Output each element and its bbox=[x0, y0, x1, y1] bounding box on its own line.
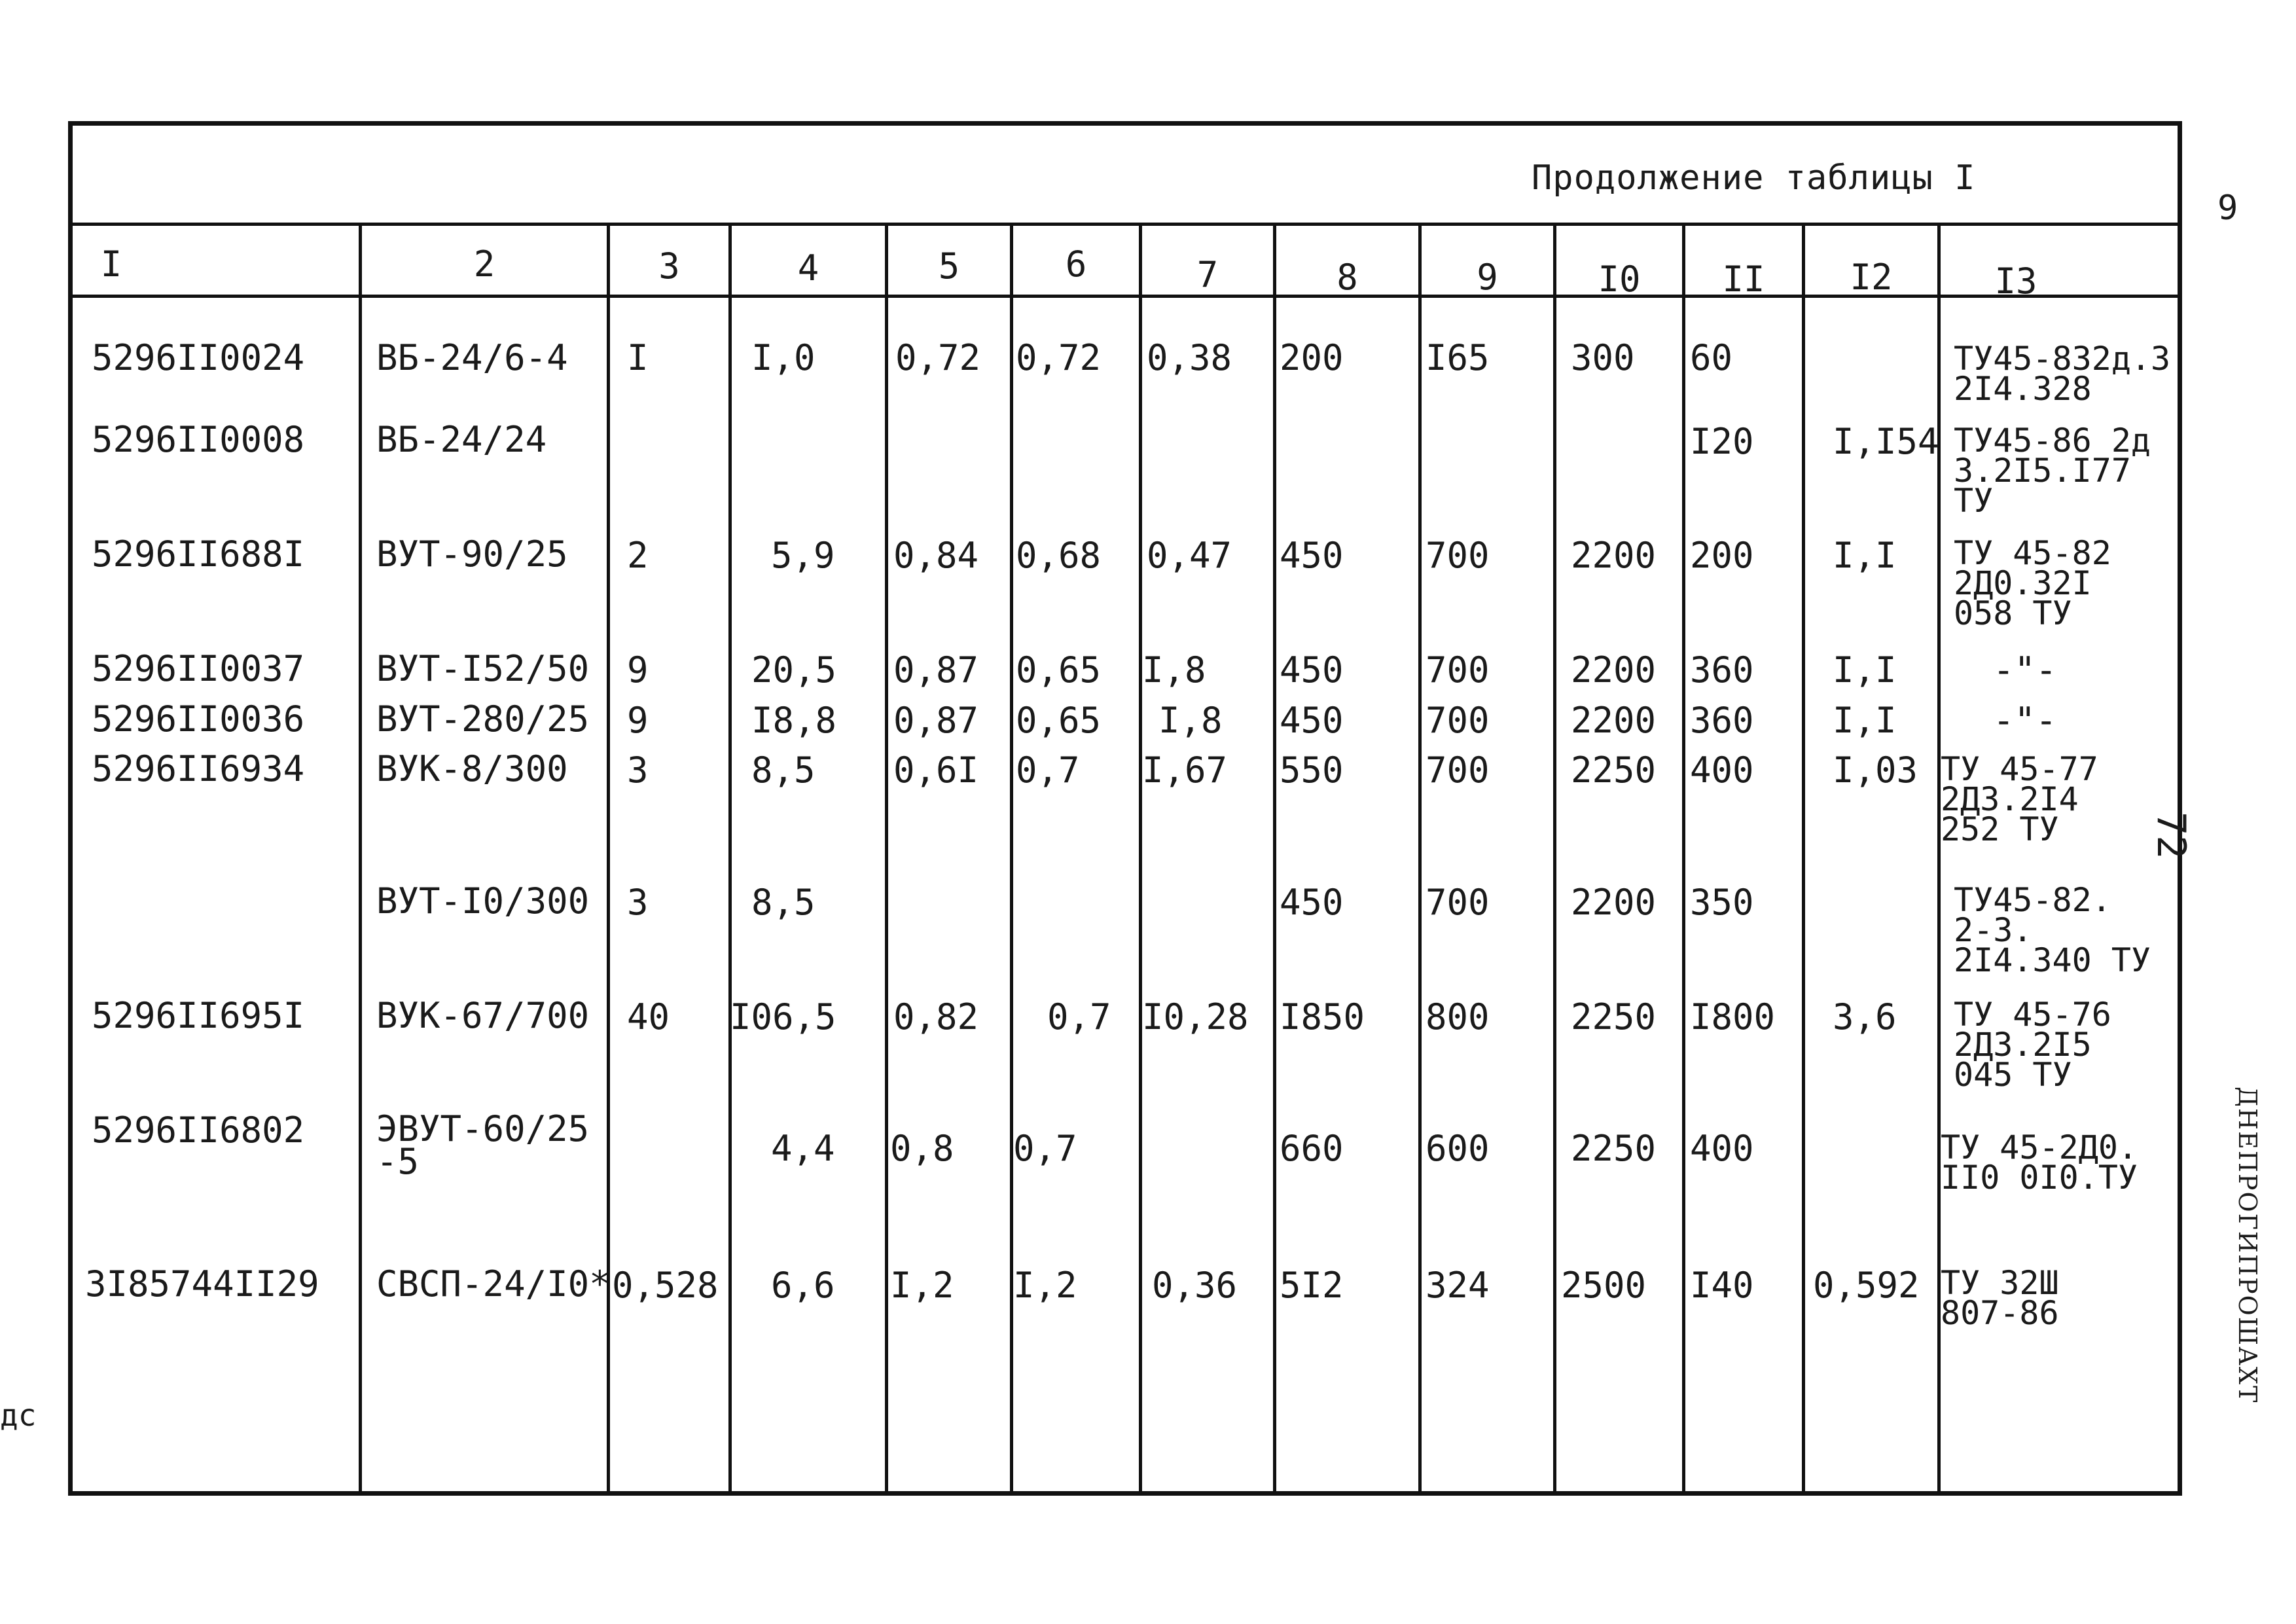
table-cell: I,8 bbox=[1142, 649, 1206, 691]
table-cell: 5296II6934 bbox=[92, 748, 305, 789]
table-cell: СВСП-24/I0* bbox=[376, 1263, 611, 1305]
table-cell: I0,28 bbox=[1142, 996, 1249, 1038]
table-cell: 3 bbox=[627, 749, 649, 791]
table-cell: 2250 bbox=[1571, 1128, 1657, 1169]
table-cell: 5I2 bbox=[1280, 1265, 1344, 1306]
table-cell: 0,87 bbox=[893, 700, 979, 741]
table-cell: 700 bbox=[1426, 649, 1490, 691]
table-cell: 450 bbox=[1280, 649, 1344, 691]
table-cell: I,I54 bbox=[1833, 421, 1939, 462]
column-header: II bbox=[1722, 259, 1765, 300]
table-cell: ВУТ-90/25 bbox=[376, 533, 568, 575]
table-cell: 0,592 bbox=[1813, 1265, 1920, 1306]
table-cell: I,67 bbox=[1142, 749, 1228, 791]
table-cell: 0,82 bbox=[893, 996, 979, 1038]
table-cell: 3I85744II29 bbox=[85, 1263, 319, 1305]
table-cell: -"- bbox=[1993, 700, 2057, 741]
table-cell: I,I bbox=[1833, 649, 1897, 691]
table-cell: 0,65 bbox=[1016, 649, 1102, 691]
table-cell: 2200 bbox=[1571, 535, 1657, 576]
table-cell: ВУК-8/300 bbox=[376, 748, 568, 789]
table-cell: I06,5 bbox=[730, 996, 836, 1038]
table-cell: 0,72 bbox=[895, 337, 981, 378]
table-cell: 400 bbox=[1690, 749, 1754, 791]
table-cell: 350 bbox=[1690, 882, 1754, 923]
table-cell: 0,87 bbox=[893, 649, 979, 691]
table-cell: 6,6 bbox=[771, 1265, 835, 1306]
table-cell: ВУК-67/700 bbox=[376, 995, 590, 1036]
table-cell: ТУ 45-77 2Д3.2I4 252 ТУ bbox=[1941, 750, 2098, 848]
col-rule bbox=[885, 223, 888, 1492]
table-cell: 5296II688I bbox=[92, 533, 305, 575]
table-cell: I850 bbox=[1280, 996, 1365, 1038]
table-cell: I,2 bbox=[1013, 1265, 1077, 1306]
table-cell: I40 bbox=[1690, 1265, 1754, 1306]
table-cell: ТУ45-82. 2-3. 2I4.340 ТУ bbox=[1954, 881, 2151, 979]
table-cell: ВБ-24/6-4 bbox=[376, 337, 568, 378]
table-cell: 200 bbox=[1690, 535, 1754, 576]
table-cell: 5296II0008 bbox=[92, 419, 305, 460]
table-cell: I,03 bbox=[1833, 749, 1918, 791]
table-cell: 550 bbox=[1280, 749, 1344, 791]
table-cell: 4,4 bbox=[771, 1128, 835, 1169]
table-cell: 0,47 bbox=[1147, 535, 1232, 576]
table-cell: 0,65 bbox=[1016, 700, 1102, 741]
table-cell: 360 bbox=[1690, 700, 1754, 741]
column-header: 4 bbox=[797, 247, 819, 289]
table-cell: I bbox=[627, 337, 649, 378]
table-cell: ВУТ-I52/50 bbox=[376, 648, 590, 689]
table-cell: 5296II695I bbox=[92, 995, 305, 1036]
table-cell: 5296II0037 bbox=[92, 648, 305, 689]
column-header: 2 bbox=[473, 244, 495, 285]
table-cell: 0,7 bbox=[1013, 1128, 1077, 1169]
column-header: 9 bbox=[1477, 257, 1498, 298]
table-cell: 0,6I bbox=[893, 749, 979, 791]
table-cell: 5296II6802 bbox=[92, 1110, 305, 1151]
table-cell: 200 bbox=[1280, 337, 1344, 378]
table-cell: 0,7 bbox=[1016, 749, 1080, 791]
table-cell: ТУ 45-2Д0. II0 0I0.ТУ bbox=[1941, 1128, 2138, 1197]
table-cell: -"- bbox=[1993, 649, 2057, 691]
column-header: I3 bbox=[1994, 261, 2037, 302]
table-cell: 0,68 bbox=[1016, 535, 1102, 576]
table-cell: 5296II0024 bbox=[92, 337, 305, 378]
margin-note: дс bbox=[0, 1398, 37, 1433]
table-cell: I,I bbox=[1833, 535, 1897, 576]
table-cell: ТУ 32Ш 807-86 bbox=[1941, 1264, 2059, 1332]
column-header: I0 bbox=[1598, 259, 1641, 300]
table-cell: ТУ45-86 2д 3.2I5.I77 ТУ bbox=[1954, 422, 2151, 520]
table-cell: 5296II0036 bbox=[92, 698, 305, 740]
table-cell: 2250 bbox=[1571, 996, 1657, 1038]
column-header: 5 bbox=[938, 245, 960, 287]
table-cell: 600 bbox=[1426, 1128, 1490, 1169]
table-cell: 700 bbox=[1426, 749, 1490, 791]
table-cell: I65 bbox=[1426, 337, 1490, 378]
table-cell: 0,7 bbox=[1047, 996, 1111, 1038]
column-header: 3 bbox=[658, 245, 680, 287]
table-cell: 0,36 bbox=[1152, 1265, 1238, 1306]
table-cell: 300 bbox=[1571, 337, 1635, 378]
table-cell: 8,5 bbox=[751, 882, 816, 923]
table-cell: 660 bbox=[1280, 1128, 1344, 1169]
table-cell: 5,9 bbox=[771, 535, 835, 576]
table-cell: 2500 bbox=[1561, 1265, 1647, 1306]
col-rule bbox=[1418, 223, 1422, 1492]
col-rule bbox=[728, 223, 732, 1492]
table-cell: ТУ 45-76 2Д3.2I5 045 ТУ bbox=[1954, 996, 2111, 1094]
table-cell: 0,8 bbox=[890, 1128, 954, 1169]
table-cell: 3,6 bbox=[1833, 996, 1897, 1038]
table-cell: 2250 bbox=[1571, 749, 1657, 791]
col-rule bbox=[359, 223, 362, 1492]
table-cell: 450 bbox=[1280, 700, 1344, 741]
table-cell: 0,72 bbox=[1016, 337, 1102, 378]
col-rule bbox=[1139, 223, 1142, 1492]
table-cell: 700 bbox=[1426, 882, 1490, 923]
column-header: 7 bbox=[1196, 254, 1219, 295]
column-header: I bbox=[100, 244, 122, 285]
table-cell: 9 bbox=[627, 700, 649, 741]
table-cell: 2200 bbox=[1571, 700, 1657, 741]
table-cell: ВУТ-280/25 bbox=[376, 698, 590, 740]
table-cell: 324 bbox=[1426, 1265, 1490, 1306]
col-rule bbox=[1273, 223, 1276, 1492]
column-header: 6 bbox=[1065, 244, 1087, 285]
table-cell: 3 bbox=[627, 882, 649, 923]
table-cell: I8,8 bbox=[751, 700, 837, 741]
table-cell: I800 bbox=[1690, 996, 1776, 1038]
table-cell: I,I bbox=[1833, 700, 1897, 741]
table-cell: 800 bbox=[1426, 996, 1490, 1038]
table-cell: 700 bbox=[1426, 535, 1490, 576]
col-rule bbox=[1553, 223, 1556, 1492]
table-cell: I,8 bbox=[1158, 700, 1223, 741]
table-cell: I,2 bbox=[890, 1265, 954, 1306]
table-cell: I,0 bbox=[751, 337, 816, 378]
table-cell: 0,528 bbox=[612, 1265, 719, 1306]
table-caption: Продолжение таблицы I bbox=[1532, 158, 1976, 198]
table-cell: 2200 bbox=[1571, 649, 1657, 691]
page-number: 9 bbox=[2217, 189, 2238, 228]
column-header: I2 bbox=[1850, 257, 1893, 298]
header-top-rule bbox=[73, 223, 2178, 226]
table-cell: 40 bbox=[627, 996, 670, 1038]
table-cell: 0,84 bbox=[893, 535, 979, 576]
table-cell: 9 bbox=[627, 649, 649, 691]
table-cell: 450 bbox=[1280, 535, 1344, 576]
table-cell: 2 bbox=[627, 535, 649, 576]
table-cell: 8,5 bbox=[751, 749, 816, 791]
table-cell: ТУ 45-82 2Д0.32I 058 ТУ bbox=[1954, 534, 2111, 632]
table-cell: 2200 bbox=[1571, 882, 1657, 923]
table-cell: I20 bbox=[1690, 421, 1754, 462]
table-cell: 60 bbox=[1690, 337, 1733, 378]
table-cell: 400 bbox=[1690, 1128, 1754, 1169]
col-rule bbox=[1682, 223, 1685, 1492]
table-cell: ВБ-24/24 bbox=[376, 419, 547, 460]
col-rule bbox=[1802, 223, 1805, 1492]
table-cell: ВУТ-I0/300 bbox=[376, 880, 590, 922]
table-cell: 360 bbox=[1690, 649, 1754, 691]
table-cell: 20,5 bbox=[751, 649, 837, 691]
sheet-number: 72 bbox=[2148, 812, 2194, 859]
organization-stamp: ДНЕПРОГИПРОШАХТ bbox=[2233, 1087, 2262, 1404]
table-cell: 0,38 bbox=[1147, 337, 1232, 378]
table-cell: ЭВУТ-60/25 -5 bbox=[376, 1108, 590, 1182]
column-header: 8 bbox=[1336, 257, 1358, 298]
table-cell: 450 bbox=[1280, 882, 1344, 923]
table-cell: ТУ45-832д.3 2I4.328 bbox=[1954, 340, 2171, 408]
table-cell: 700 bbox=[1426, 700, 1490, 741]
